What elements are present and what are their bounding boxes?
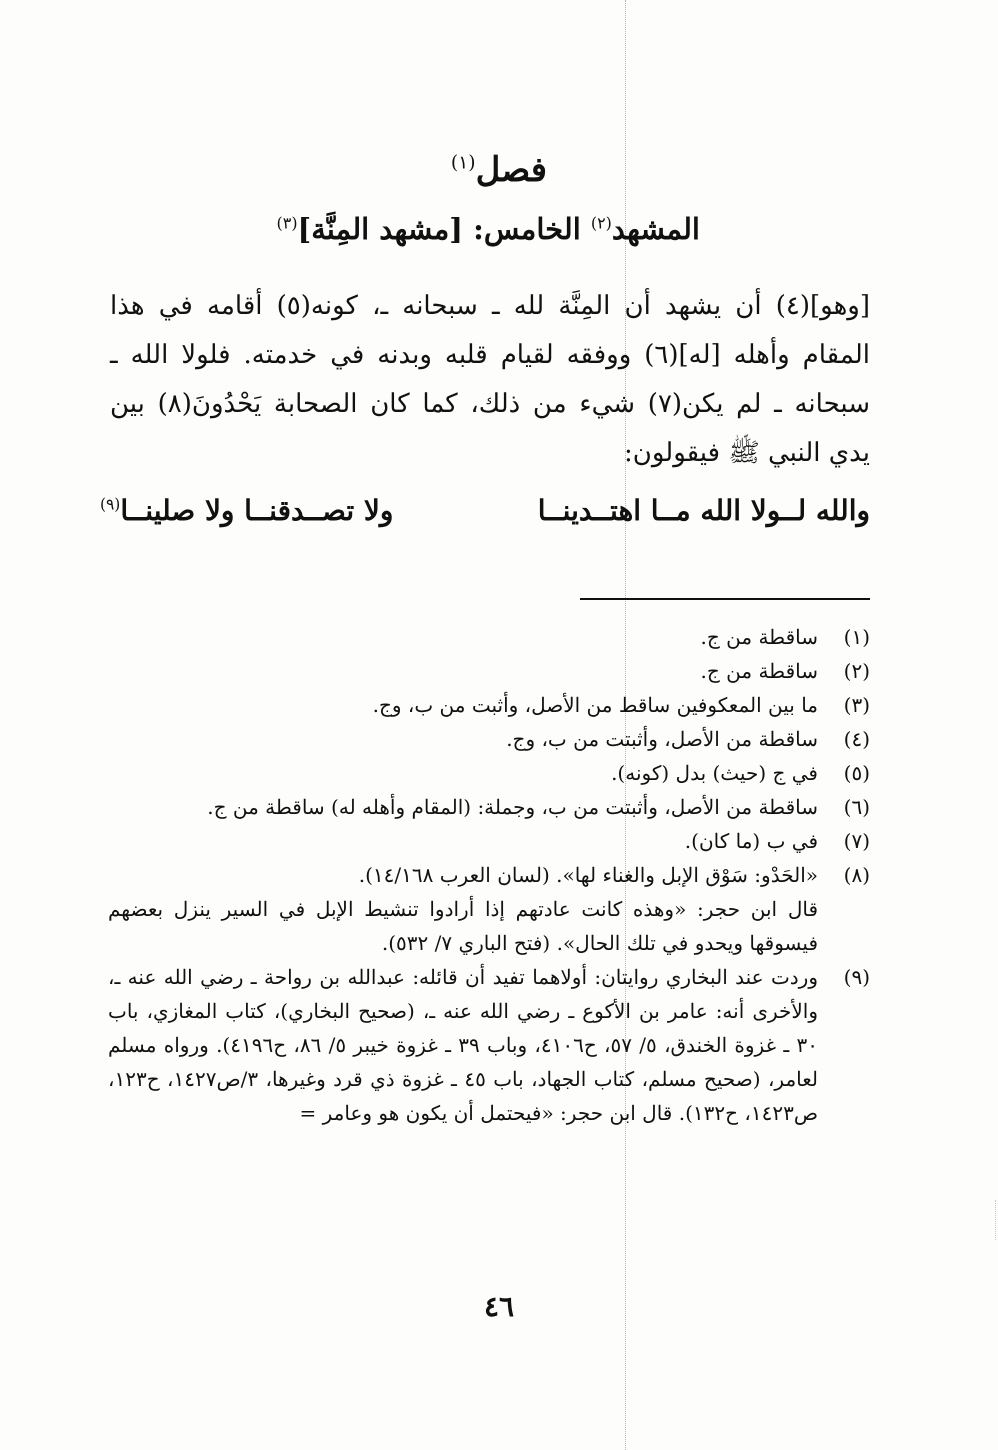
section-title-note2: (٣) [276, 213, 298, 233]
footnote-number: (١) [843, 625, 870, 649]
section-title-note1: (٢) [590, 213, 612, 233]
footnote-item [108, 756, 870, 790]
footnote-item [108, 858, 870, 892]
paragraph-text: [وهو](٤) أن يشهد أن المِنَّة لله ـ سبحانه ـ، كونه(٥) أقامه في هذا المقام وأهله [له](٦) ووفقه لقيام قلبه وبدنه في خدمته. فلولا الله ـ سبحانه ـ لم يكن(٧) شيء من ذلك، كما كان الصحابة يَحْدُونَ(٨) بين يدي النبي ﷺ فيقولون: [110, 291, 870, 468]
poem-note: (٩) [100, 495, 121, 514]
footnote-item [108, 960, 870, 1130]
footnote-text: ساقطة من ج. [700, 625, 818, 649]
scan-crop-mark [995, 1200, 996, 1240]
footnote-number: (٣) [843, 693, 870, 717]
section-title [80, 212, 700, 246]
page-number: ٤٦ [483, 1290, 515, 1323]
footnote-text: قال ابن حجر: «وهذه كانت عادتهم إذا أرادوا تنشيط الإبل في السير ينزل بعضهم فيسوقها ويحدو في تلك الحال». (فتح الباري ٧/ ٥٣٢). [108, 897, 818, 955]
section-title-part2: الخامس: [مشهد المِنَّة] [297, 212, 591, 246]
footnote-separator [580, 598, 870, 600]
footnote-text: ساقطة من ج. [700, 659, 818, 683]
footnote-text: ساقطة من الأصل، وأثبتت من ب، وجملة: (المقام وأهله له) ساقطة من ج. [207, 795, 818, 819]
footnote-text: في ب (ما كان). [684, 829, 818, 853]
chapter-title-text: فصل [475, 150, 548, 190]
footnote-text: وردت عند البخاري روايتان: أولاهما تفيد أن قائله: عبدالله بن رواحة ـ رضي الله عنه ـ، والأخرى أنه: عامر بن الأكوع ـ رضي الله عنه ـ، (صحيح البخاري)، كتاب المغازي، باب ٣٠ ـ غزوة الخندق، ٥/ ٥٧، ح٤١٠٦، وباب ٣٩ ـ غزوة خيبر ٥/ ٨٦، ح٤١٩٦). ورواه مسلم لعامر، (صحيح مسلم، كتاب الجهاد، باب ٤٥ ـ غزوة ذي قرد وغيرها، ٣/ص١٤٢٧، ح١٢٣، ص١٤٢٣، ح١٣٢). قال ابن حجر: «فيحتمل أن يكون هو وعامر = [108, 965, 819, 1125]
section-title-part1: المشهد [611, 212, 700, 246]
footnote-number: (٦) [843, 795, 870, 819]
footnote-item [108, 790, 870, 824]
footnote-number: (٤) [843, 727, 870, 751]
footnote-text: ما بين المعكوفين ساقط من الأصل، وأثبت من ب، وج. [372, 693, 818, 717]
footnote-item [108, 824, 870, 858]
poem-verse [100, 494, 870, 544]
footnote-number: (٥) [843, 761, 870, 785]
footnote-number: (٧) [843, 829, 870, 853]
footnote-number: (٨) [843, 863, 870, 887]
poem-hemistich-first: والله لــولا الله مــا اهتــدينــا [537, 494, 870, 527]
footnote-text: «الحَدْو: سَوْق الإبل والغناء لها». (لسان العرب ١٤/١٦٨). [358, 863, 818, 887]
chapter-title-note: (١) [450, 152, 476, 174]
footnote-number: (٩) [843, 965, 870, 989]
footnote-text: ساقطة من الأصل، وأثبتت من ب، وج. [506, 727, 818, 751]
footnote-item [108, 688, 870, 722]
footnote-text: في ج (حيث) بدل (كونه). [611, 761, 818, 785]
footnote-item [108, 654, 870, 688]
poem-hemistich-second-text: ولا تصــدقنــا ولا صلينــا [120, 494, 394, 527]
footnote-item [108, 620, 870, 654]
footnote-continuation [108, 892, 870, 960]
footnote-item [108, 722, 870, 756]
main-paragraph [110, 282, 870, 478]
footnotes [108, 620, 870, 1130]
poem-hemistich-second [100, 494, 393, 527]
footnote-number: (٢) [843, 659, 870, 683]
chapter-title [0, 150, 998, 190]
